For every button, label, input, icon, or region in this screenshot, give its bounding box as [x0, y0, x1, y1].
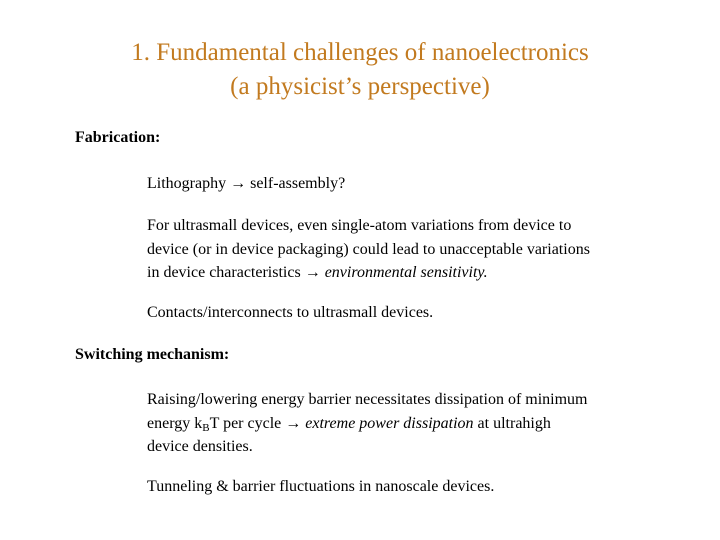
- variations-line-2: device (or in device packaging) could lead to unacceptable variations: [147, 240, 590, 258]
- contacts-text: Contacts/interconnects to ultrasmall devices.: [147, 304, 434, 321]
- slide-title: [0, 36, 720, 104]
- power-dissipation-emphasis: extreme power dissipation: [305, 414, 474, 432]
- variations-line-1: For ultrasmall devices, even single-atom variations from device to: [147, 217, 572, 234]
- title-line-2: (a physicist’s perspective): [230, 73, 490, 100]
- lithography-text: Lithography → self-assembly?: [147, 175, 346, 192]
- variations-item: [147, 214, 667, 285]
- barrier-line-2-a: energy k: [147, 414, 203, 432]
- barrier-line-1: Raising/lowering energy barrier necessitates dissipation of minimum: [147, 391, 588, 408]
- boltzmann-subscript: B: [202, 421, 210, 434]
- variations-line-3: [147, 261, 667, 285]
- environmental-sensitivity-emphasis: environmental sensitivity.: [324, 264, 488, 281]
- tunneling-item: [147, 475, 667, 499]
- tunneling-text: Tunneling & barrier fluctuations in nanoscale devices.: [147, 478, 495, 495]
- barrier-item: [147, 388, 667, 459]
- variations-line-3-prefix: in device characteristics →: [147, 264, 325, 281]
- barrier-line-3: device densities.: [147, 438, 253, 455]
- barrier-line-2-b: T per cycle →: [209, 414, 306, 432]
- switching-heading: Switching mechanism:: [75, 346, 230, 363]
- lithography-item: [147, 172, 667, 196]
- barrier-line-2-c: at ultrahigh: [473, 414, 551, 432]
- fabrication-heading: Fabrication:: [75, 129, 161, 146]
- contacts-item: [147, 301, 667, 325]
- barrier-line-2: [147, 412, 667, 436]
- title-line-1: 1. Fundamental challenges of nanoelectronics: [131, 39, 589, 66]
